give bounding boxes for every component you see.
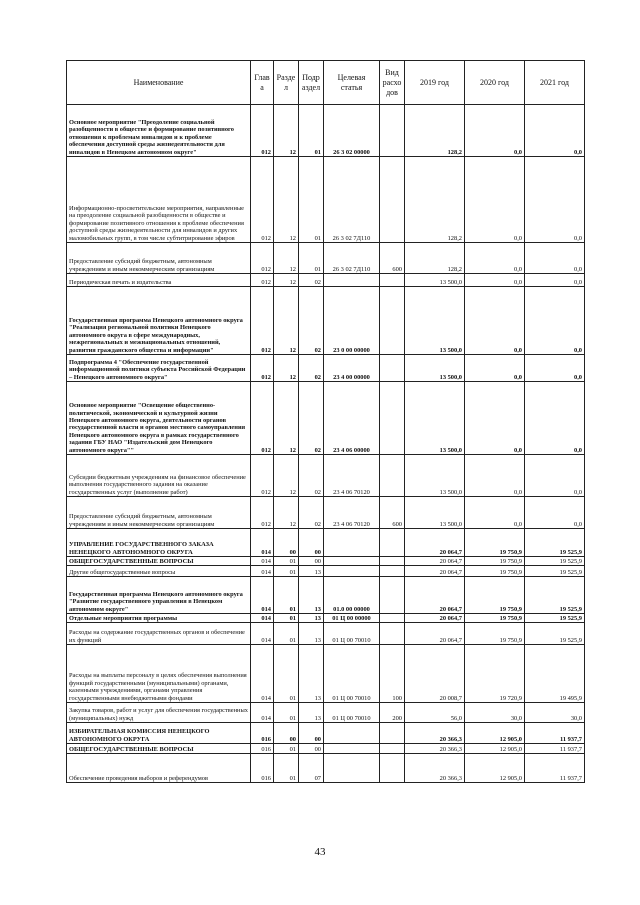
cell-vid [380, 744, 405, 754]
cell-podrazdel: 13 [299, 645, 324, 703]
cell-y2019: 20 064,7 [405, 623, 465, 645]
table-row [67, 723, 585, 744]
cell-celevaya [324, 723, 380, 744]
cell-name: Периодическая печать и издательства [67, 274, 251, 287]
cell-podrazdel: 02 [299, 497, 324, 529]
cell-name: Обеспечение проведения выборов и референдумов [67, 754, 251, 783]
cell-celevaya: 23 0 00 00000 [324, 287, 380, 355]
header-celevaya: Целевая статья [324, 61, 380, 105]
cell-celevaya: 01 Ц 00 70010 [324, 645, 380, 703]
cell-celevaya [324, 557, 380, 566]
cell-y2019: 128,2 [405, 157, 465, 243]
cell-podrazdel: 02 [299, 455, 324, 497]
cell-razdel: 12 [274, 105, 299, 157]
cell-y2021: 0,0 [525, 497, 585, 529]
cell-vid [380, 566, 405, 577]
cell-celevaya: 01 Ц 00 70010 [324, 703, 380, 723]
cell-y2020: 0,0 [465, 243, 525, 274]
cell-celevaya [324, 744, 380, 754]
cell-podrazdel: 00 [299, 557, 324, 566]
cell-name: Основное мероприятие "Преодоление социальной разобщенности в обществе и формирование позитивного отношения к проблемам инвалидов и к проблеме обеспечения доступной среды жизнедеятельности для инвалидов в Ненецком автономном округе" [67, 105, 251, 157]
cell-y2020: 19 750,9 [465, 577, 525, 614]
cell-y2019: 20 064,7 [405, 614, 465, 623]
cell-y2020: 19 750,9 [465, 529, 525, 557]
cell-y2019: 20 064,7 [405, 529, 465, 557]
cell-y2019: 20 064,7 [405, 577, 465, 614]
cell-glava: 014 [251, 614, 274, 623]
cell-name: УПРАВЛЕНИЕ ГОСУДАРСТВЕННОГО ЗАКАЗА НЕНЕЦКОГО АВТОНОМНОГО ОКРУГА [67, 529, 251, 557]
cell-name: ОБЩЕГОСУДАРСТВЕННЫЕ ВОПРОСЫ [67, 557, 251, 566]
cell-name: Государственная программа Ненецкого автономного округа "Реализация региональной политики Ненецкого автономного округа в сфере международных, межрегиональных и межнациональных отношений, развития гражданского общества и информации" [67, 287, 251, 355]
cell-name: ОБЩЕГОСУДАРСТВЕННЫЕ ВОПРОСЫ [67, 744, 251, 754]
cell-razdel: 12 [274, 455, 299, 497]
cell-razdel: 12 [274, 497, 299, 529]
cell-y2019: 13 500,0 [405, 382, 465, 455]
header-glava: Глав а [251, 61, 274, 105]
table-row [67, 355, 585, 382]
cell-glava: 014 [251, 529, 274, 557]
cell-y2020: 0,0 [465, 274, 525, 287]
cell-glava: 014 [251, 577, 274, 614]
cell-name: Государственная программа Ненецкого автономного округа "Развитие государственного управления в Ненецком автономном округе" [67, 577, 251, 614]
cell-y2020: 0,0 [465, 287, 525, 355]
header-vid: Вид расхо дов [380, 61, 405, 105]
cell-glava: 012 [251, 355, 274, 382]
cell-y2020: 0,0 [465, 382, 525, 455]
cell-y2021: 19 525,9 [525, 577, 585, 614]
header-row [67, 61, 585, 105]
cell-razdel: 12 [274, 157, 299, 243]
cell-glava: 016 [251, 723, 274, 744]
table-row [67, 557, 585, 566]
cell-celevaya: 26 3 02 7Д110 [324, 157, 380, 243]
cell-podrazdel: 13 [299, 566, 324, 577]
cell-podrazdel: 13 [299, 623, 324, 645]
cell-y2021: 19 525,9 [525, 614, 585, 623]
cell-vid [380, 723, 405, 744]
cell-glava: 014 [251, 623, 274, 645]
cell-celevaya: 23 4 06 70120 [324, 497, 380, 529]
cell-vid [380, 157, 405, 243]
cell-glava: 012 [251, 382, 274, 455]
cell-glava: 012 [251, 274, 274, 287]
cell-y2020: 12 905,0 [465, 754, 525, 783]
cell-podrazdel: 02 [299, 274, 324, 287]
cell-glava: 012 [251, 287, 274, 355]
cell-glava: 012 [251, 455, 274, 497]
cell-y2021: 0,0 [525, 455, 585, 497]
cell-razdel: 01 [274, 577, 299, 614]
cell-razdel: 01 [274, 623, 299, 645]
cell-y2021: 19 525,9 [525, 623, 585, 645]
cell-vid [380, 557, 405, 566]
cell-y2019: 20 366,3 [405, 723, 465, 744]
table-row [67, 529, 585, 557]
cell-y2019: 20 008,7 [405, 645, 465, 703]
cell-name: Закупка товаров, работ и услуг для обеспечения государственных (муниципальных) нужд [67, 703, 251, 723]
cell-podrazdel: 00 [299, 529, 324, 557]
table-row [67, 645, 585, 703]
table-row [67, 754, 585, 783]
table-row [67, 274, 585, 287]
cell-podrazdel: 07 [299, 754, 324, 783]
cell-y2019: 128,2 [405, 105, 465, 157]
cell-y2021: 19 525,9 [525, 566, 585, 577]
cell-y2021: 0,0 [525, 243, 585, 274]
cell-glava: 012 [251, 243, 274, 274]
cell-y2021: 0,0 [525, 274, 585, 287]
header-2020: 2020 год [465, 61, 525, 105]
cell-y2019: 13 500,0 [405, 455, 465, 497]
cell-podrazdel: 00 [299, 744, 324, 754]
cell-y2020: 0,0 [465, 355, 525, 382]
cell-celevaya: 26 3 02 7Д110 [324, 243, 380, 274]
cell-razdel: 01 [274, 754, 299, 783]
table-row [67, 243, 585, 274]
cell-glava: 012 [251, 497, 274, 529]
cell-celevaya [324, 754, 380, 783]
header-podrazdel: Подр аздел [299, 61, 324, 105]
cell-podrazdel: 13 [299, 703, 324, 723]
cell-glava: 014 [251, 557, 274, 566]
cell-name: Предоставление субсидий бюджетным, автономным учреждениям и иным некоммерческим организациям [67, 497, 251, 529]
cell-podrazdel: 13 [299, 614, 324, 623]
cell-podrazdel: 00 [299, 723, 324, 744]
cell-vid [380, 355, 405, 382]
table-row [67, 566, 585, 577]
cell-y2019: 13 500,0 [405, 497, 465, 529]
cell-celevaya: 01 Ц 00 00000 [324, 614, 380, 623]
cell-razdel: 12 [274, 355, 299, 382]
cell-razdel: 00 [274, 529, 299, 557]
cell-glava: 012 [251, 105, 274, 157]
cell-y2020: 19 750,9 [465, 614, 525, 623]
cell-name: ИЗБИРАТЕЛЬНАЯ КОМИССИЯ НЕНЕЦКОГО АВТОНОМНОГО ОКРУГА [67, 723, 251, 744]
cell-y2021: 30,0 [525, 703, 585, 723]
cell-celevaya: 23 4 06 00000 [324, 382, 380, 455]
cell-podrazdel: 02 [299, 355, 324, 382]
cell-podrazdel: 02 [299, 287, 324, 355]
table-row [67, 287, 585, 355]
cell-vid [380, 382, 405, 455]
table-row [67, 577, 585, 614]
cell-razdel: 12 [274, 243, 299, 274]
cell-podrazdel: 01 [299, 105, 324, 157]
cell-celevaya: 23 4 00 00000 [324, 355, 380, 382]
table-row [67, 497, 585, 529]
cell-glava: 012 [251, 157, 274, 243]
cell-y2019: 20 366,3 [405, 754, 465, 783]
cell-celevaya: 26 3 02 00000 [324, 105, 380, 157]
cell-y2021: 11 937,7 [525, 744, 585, 754]
cell-razdel: 01 [274, 645, 299, 703]
cell-vid [380, 105, 405, 157]
cell-y2021: 11 937,7 [525, 754, 585, 783]
cell-podrazdel: 01 [299, 243, 324, 274]
cell-y2020: 12 905,0 [465, 723, 525, 744]
cell-y2020: 0,0 [465, 105, 525, 157]
cell-name: Основное мероприятие "Освещение общественно-политической, экономической и культурной жизни Ненецкого автономного округа, деятельности органов государственной власти и органов местного самоуправления Ненецкого автономного округа в рамках государственного задания ГБУ НАО "Издательский дом Ненецкого автономного округа"" [67, 382, 251, 455]
cell-y2020: 19 750,9 [465, 557, 525, 566]
cell-vid: 200 [380, 703, 405, 723]
table-row [67, 744, 585, 754]
cell-podrazdel: 01 [299, 157, 324, 243]
cell-razdel: 01 [274, 744, 299, 754]
header-2019: 2019 год [405, 61, 465, 105]
cell-y2020: 0,0 [465, 157, 525, 243]
cell-y2020: 30,0 [465, 703, 525, 723]
cell-celevaya [324, 274, 380, 287]
table-row [67, 623, 585, 645]
cell-vid [380, 577, 405, 614]
cell-celevaya [324, 566, 380, 577]
cell-vid [380, 529, 405, 557]
table-row [67, 614, 585, 623]
cell-vid [380, 274, 405, 287]
cell-y2021: 0,0 [525, 355, 585, 382]
cell-vid: 100 [380, 645, 405, 703]
cell-celevaya: 01.0 00 00000 [324, 577, 380, 614]
cell-y2020: 19 750,9 [465, 623, 525, 645]
cell-name: Расходы на содержание государственных органов и обеспечение их функций [67, 623, 251, 645]
cell-razdel: 01 [274, 566, 299, 577]
cell-name: Информационно-просветительские мероприятия, направленные на преодоление социальной разобщенности в обществе и формирование позитивного отношения к проблеме обеспечения доступной среды жизнедеятельности для инвалидов и других маломобильных групп, в том числе субтитрирование эфиров [67, 157, 251, 243]
cell-y2019: 13 500,0 [405, 287, 465, 355]
cell-y2021: 0,0 [525, 287, 585, 355]
budget-table [66, 60, 585, 783]
cell-name: Подпрограмма 4 "Обеспечение государственной информационной политики субъекта Российской Федерации – Ненецкого автономного округа" [67, 355, 251, 382]
cell-vid [380, 754, 405, 783]
table-row [67, 703, 585, 723]
cell-glava: 014 [251, 566, 274, 577]
cell-name: Отдельные мероприятия программы [67, 614, 251, 623]
header-razdel: Разде л [274, 61, 299, 105]
cell-y2021: 19 495,9 [525, 645, 585, 703]
table-row [67, 455, 585, 497]
cell-glava: 016 [251, 744, 274, 754]
cell-razdel: 01 [274, 703, 299, 723]
cell-celevaya: 23 4 06 70120 [324, 455, 380, 497]
cell-glava: 016 [251, 754, 274, 783]
cell-y2021: 19 525,9 [525, 529, 585, 557]
cell-celevaya: 01 Ц 00 70010 [324, 623, 380, 645]
cell-razdel: 00 [274, 723, 299, 744]
cell-podrazdel: 02 [299, 382, 324, 455]
cell-y2021: 11 937,7 [525, 723, 585, 744]
cell-glava: 014 [251, 703, 274, 723]
cell-razdel: 12 [274, 287, 299, 355]
table-row [67, 157, 585, 243]
cell-name: Субсидии бюджетным учреждениям на финансовое обеспечение выполнения государственного задания на оказание государственных услуг (выполнение работ) [67, 455, 251, 497]
cell-vid: 600 [380, 243, 405, 274]
cell-vid: 600 [380, 497, 405, 529]
cell-name: Другие общегосударственные вопросы [67, 566, 251, 577]
cell-y2020: 12 905,0 [465, 744, 525, 754]
cell-y2021: 0,0 [525, 105, 585, 157]
header-2021: 2021 год [525, 61, 585, 105]
cell-razdel: 12 [274, 274, 299, 287]
cell-y2020: 19 750,9 [465, 566, 525, 577]
page-number: 43 [314, 846, 326, 858]
cell-y2019: 20 064,7 [405, 557, 465, 566]
cell-vid [380, 455, 405, 497]
header-name: Наименование [67, 61, 251, 105]
table-row [67, 382, 585, 455]
cell-vid [380, 614, 405, 623]
cell-y2019: 13 500,0 [405, 355, 465, 382]
cell-y2019: 13 500,0 [405, 274, 465, 287]
cell-y2019: 128,2 [405, 243, 465, 274]
cell-vid [380, 623, 405, 645]
cell-y2021: 0,0 [525, 382, 585, 455]
cell-y2020: 19 720,9 [465, 645, 525, 703]
cell-razdel: 01 [274, 557, 299, 566]
cell-y2019: 56,0 [405, 703, 465, 723]
cell-celevaya [324, 529, 380, 557]
cell-podrazdel: 13 [299, 577, 324, 614]
cell-y2020: 0,0 [465, 497, 525, 529]
cell-razdel: 12 [274, 382, 299, 455]
cell-name: Расходы на выплаты персоналу в целях обеспечения выполнения функций государственными (муниципальными) органами, казенными учреждениями, органами управления государственными внебюджетными фондами [67, 645, 251, 703]
cell-y2021: 19 525,9 [525, 557, 585, 566]
cell-y2019: 20 366,3 [405, 744, 465, 754]
cell-y2019: 20 064,7 [405, 566, 465, 577]
cell-razdel: 01 [274, 614, 299, 623]
cell-vid [380, 287, 405, 355]
cell-glava: 014 [251, 645, 274, 703]
cell-y2020: 0,0 [465, 455, 525, 497]
cell-name: Предоставление субсидий бюджетным, автономным учреждениям и иным некоммерческим организациям [67, 243, 251, 274]
table-row [67, 105, 585, 157]
cell-y2021: 0,0 [525, 157, 585, 243]
